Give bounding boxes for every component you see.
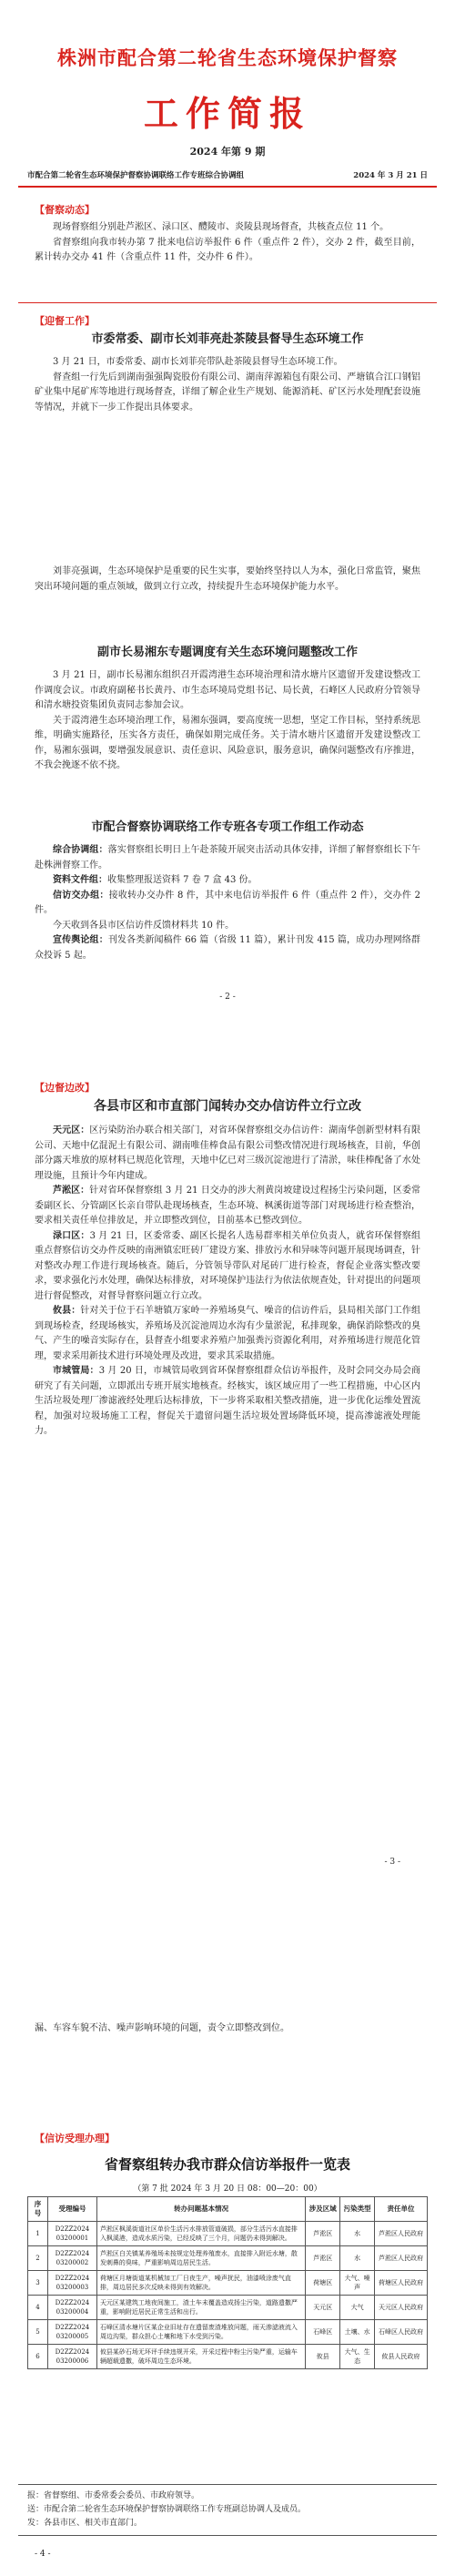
workgroup-item [35,843,420,873]
footer-divider-bottom [18,2535,437,2536]
issue-number: 2024 年第 9 期 [189,146,266,158]
paragraph: 3 月 21 日，市委常委、副市长刘菲亮带队赴茶陵县督导生态环境工作。 [53,357,343,367]
cell-type: 水 [340,2246,375,2271]
page-number: - 3 - [384,1858,400,1867]
section-heading-petitions: 【信访受理办理】 [35,2133,115,2144]
item-lead: 资料文件组： [53,875,107,885]
district-item [35,1304,420,1364]
table-row [28,2345,428,2369]
item-text: 今天收到各县市区信访件反馈材料共 10 件。 [53,920,235,931]
item-text: 落实督察组长明日上午赴茶陵开展突击活动具体安排，详细了解督察组长下午赴株洲督察工作。 [35,845,421,871]
cell-no: 4 [28,2296,48,2320]
table-row [28,2271,428,2296]
story1-conclusion [35,565,420,595]
border-title: 各县市区和市直部门闻转办交办信访件立行立改 [94,1099,361,1114]
story2-body [35,668,420,774]
distribution-list [27,2489,428,2530]
item-text: 区污染防治办联合相关部门，对省环保督察组交办信访件：湖南华创新型材料有限公司、天地中亿混泥土有限公司、湖南唯佳棒食品有限公司整改情况进行现场核查，目前，华创部分露天堆放的原材料已规范化管理，天地中亿已对三级沉淀池进行了清淤，味佳棒配备了水处理设施，且预计今年内建成。 [35,1125,421,1181]
item-lead: 天元区： [53,1125,90,1135]
item-text: 针对关于位于石羊塘镇万家岭一养殖场臭气、噪音的信访件后，县局相关部门工作组到现场检查，经现场核实，养殖场及沉淀池周边水沟有少量淤泥，私排现象，确保消除整改的臭气、产生的噪音实际存在，县督查小组要求养殖户加强粪污资源化利用，对养殖场进行规范化管理，要求采用新技术进行环境处理及改进，要求其采取措施。 [35,1306,421,1361]
cell-desc: 天元区某建筑工地夜间施工，渣土车未覆盖造成扬尘污染，道路遗撒严重，影响附近居民正常生活和出行。 [96,2296,305,2320]
paragraph: 刘菲亮强调，生态环境保护是重要的民生实事，要始终坚持以人为本，强化日常监管，聚焦突出环境问题的重点领域，做到立行立改，持续提升生态环境保护能力水平。 [35,566,420,592]
item-lead: 市城管局： [53,1366,99,1376]
paragraph: 现场督察组分别赴芦淞区、渌口区、醴陵市、炎陵县现场督查，共核查点位 11 个。 [53,222,389,232]
paragraph: 3 月 21 日，副市长易湘东组织召开霞湾港生态环境治理和清水塘片区遗留开发建设整改工作调度会议。市政府副秘书长黄丹、市生态环境局党组书记、局长黄，石峰区人民政府分管领导和清水塘投资集团负责同志参加会议。 [35,670,420,710]
item-text: 刊发各类新闻稿件 66 篇（省级 11 篇），累计刊发 415 篇，成功办理网络群众投诉 5 起。 [35,935,421,961]
story-title: 市配合督察协调联络工作专班各专项工作组工作动态 [91,820,364,834]
cell-unit: 天元区人民政府 [375,2296,428,2320]
issuer-line [27,169,428,180]
cell-unit: 攸县人民政府 [375,2345,428,2369]
cell-area: 荷塘区 [306,2271,340,2296]
cell-type: 水 [340,2222,375,2246]
district-item [35,1184,420,1229]
report-to: 报：省督察组、市委常委会委员、市政府领导。 [27,2491,200,2500]
workgroup-item [35,933,420,963]
item-lead: 宣传舆论组： [53,935,108,945]
paragraph: 省督察组向我市转办第 7 批来电信访举报件 6 件（重点件 2 件），交办 2 件，截至目前，累计转办交办 41 件（含重点件 11 件，交办件 6 件）。 [35,237,420,262]
footer-divider-top [18,2484,437,2485]
workgroup-item [35,873,420,889]
paragraph: 漏、车容车貌不洁、噪声影响环境的问题，责令立即整改到位。 [35,2023,289,2033]
cell-no: 1 [28,2222,48,2246]
cell-type: 大气、生态 [340,2345,375,2369]
table-row [28,2320,428,2345]
item-text: 针对省环保督察组 3 月 21 日交办的涉大剂黄岗坡建设过程扬尘污染问题，区委常委副区长、分管副区长亲自带队赴现场核查，生态环境、枫溪街道等部门对现场进行检查整治，要求相关责任单位排放足，并立即整改到位，目前基本已整改到位。 [35,1186,420,1226]
page-number: - 4 - [35,2550,51,2559]
border-tail [35,2021,420,2037]
workgroup-item [35,889,420,919]
dynamics-body [35,220,420,266]
item-text: 收集整理报送资料 7 卷 7 盒 43 份。 [107,875,258,885]
paragraph: 督查组一行先后到湖南强强陶瓷股份有限公司、湖南萍源箱包有限公司、严塘镇合江口钢铝矿业集中尾矿库等地进行现场督查，详细了解企业生产规划、能源消耗、矿区污水处理配套设施等情况，并就下一步工作提出具体要求。 [35,372,420,412]
cell-code: D2ZZ2024 03200006 [47,2345,96,2369]
distribute-to: 发：各县市区、相关市直部门。 [27,2519,143,2528]
border-body [35,1124,420,1440]
issue-date: 2024 年 3 月 21 日 [353,171,428,180]
page-number: - 2 - [219,993,236,1002]
cell-code: D2ZZ2024 03200005 [47,2320,96,2345]
cell-unit: 荷塘区人民政府 [375,2271,428,2296]
org-title: 株洲市配合第二轮省生态环境保护督察 [57,46,398,69]
cell-unit: 芦淞区人民政府 [375,2246,428,2271]
cell-desc: 攸县某砂石场无环评手续违规开采，开采过程中粉尘污染严重，运输车辆超载遗撒，破坏周边生态环境。 [96,2345,305,2369]
cell-desc: 芦淞区枫溪街道社区单价生活污水排放管道破损，部分生活污水直接排入枫溪港，造成水质污染，已经反映了三个月，问题仍未得到解决。 [96,2222,305,2246]
item-lead: 渌口区： [53,1230,90,1241]
cell-code: D2ZZ2024 03200002 [47,2246,96,2271]
item-lead: 攸县： [53,1306,81,1316]
cell-no: 6 [28,2345,48,2369]
item-lead: 芦淞区： [53,1186,90,1196]
cell-area: 天元区 [306,2296,340,2320]
cell-unit: 芦淞区人民政府 [375,2222,428,2246]
cell-no: 3 [28,2271,48,2296]
cell-code: D2ZZ2024 03200003 [47,2271,96,2296]
petition-table [27,2196,428,2369]
district-item [35,1124,420,1184]
issuer: 市配合第二轮省生态环境保护督察协调联络工作专班综合协调组 [27,171,245,180]
cell-no: 5 [28,2320,48,2345]
column-header: 受理编号 [47,2197,96,2222]
cell-unit: 石峰区人民政府 [375,2320,428,2345]
header-divider [18,186,437,188]
cell-no: 2 [28,2246,48,2271]
item-lead: 综合协调组： [53,845,108,855]
table-title: 省督察组转办我市群众信访举报件一览表 [104,2156,350,2173]
column-header: 序号 [28,2197,48,2222]
cell-desc: 石峰区清水塘片区某企业旧址存在遗留废渣堆放问题，雨天渗滤液流入周边沟渠，群众担心土壤和地下水受到污染。 [96,2320,305,2345]
table-batch-note: （第 7 批 2024 年 3 月 20 日 08：00—20：00） [133,2184,322,2194]
section-heading-dynamics: 【督察动态】 [35,204,95,216]
cell-area: 攸县 [306,2345,340,2369]
district-item [35,1364,420,1440]
cell-type: 大气 [340,2296,375,2320]
cell-desc: 荷塘区月塘街道某机械加工厂日夜生产，噪声扰民，油漆喷涂废气直排，周边居民多次反映未得到有效解决。 [96,2271,305,2296]
copy-to: 送：市配合第二轮省生态环境保护督察协调联络工作专班副总协调人及成员。 [27,2505,307,2514]
column-header: 涉及区域 [306,2197,340,2222]
table-header-row [28,2197,428,2222]
table-row [28,2246,428,2271]
cell-code: D2ZZ2024 03200004 [47,2296,96,2320]
cell-type: 大气、噪声 [340,2271,375,2296]
cell-code: D2ZZ2024 03200001 [47,2222,96,2246]
cell-area: 石峰区 [306,2320,340,2345]
item-text: 接收转办交办件 8 件，其中来电信访举报件 6 件（重点件 2 件），交办件 2 件。 [35,890,421,915]
section-heading-border: 【边督边改】 [35,1082,95,1094]
item-text: 3 月 21 日，区委常委、副区长提名人选易群率相关单位负责人，就省环保督察组重点督察信访交办件反映的南洲镇宏旺砖厂建设方案、排放污水和异味等问题开展现场调查，针对整改办理工作进行现场核查。随后，分管领导带队对尾砖厂进行检查，督促企业落实整改要求，要求强化污水处理，确保达标排放，对环境保护违法行为依法依规查处，针对提出的问题项进行督促整改，对督导督察问题立行立改。 [35,1230,421,1301]
doc-title: 工作简报 [143,93,311,134]
item-text: 3 月 20 日，市城管局收到省环保督察组群众信访举报件，及时会同交办局会商研究了有关问题，立即派出专班开展实地核查。经核实，该区域应用了一些工程措施，中心区内生活垃圾处理厂渗滤液经处理后达标排放，下一步将采取相关整改措施，进一步优化运维处置流程，加强对垃圾场施工工程，督促关于遗留问题生活垃圾处置场降低环境，提高渗滤液处理能力。 [35,1366,421,1436]
paragraph: 关于霞湾港生态环境治理工作，易湘东强调，要高度统一思想，坚定工作目标，坚持系统思维，明确实施路径，压实各方责任，确保如期完成任务。关于清水塘片区遗留开发建设整改工作，易湘东强调，要增强发展意识、责任意识、风险意识，服务意识，确保问题整改有序推进，不我会挽逐不依不挠。 [35,715,420,770]
story3-body [35,843,420,963]
cell-type: 土壤、水 [340,2320,375,2345]
workgroup-item [35,919,420,934]
column-header: 转办问题基本情况 [96,2197,305,2222]
story1-body [35,355,420,415]
cell-area: 芦淞区 [306,2222,340,2246]
table-row [28,2296,428,2320]
item-lead: 信访交办组： [53,890,109,901]
table-row [28,2222,428,2246]
column-header: 责任单位 [375,2197,428,2222]
story-title: 市委常委、副市长刘菲亮赴茶陵县督导生态环境工作 [91,332,364,346]
column-header: 污染类型 [340,2197,375,2222]
section-heading-escort: 【迎督工作】 [35,315,95,327]
cell-desc: 芦淞区白关镇某养殖场未按规定处理养殖废水，直接排入附近水塘，散发刺鼻的臭味，严重影响周边居民生活。 [96,2246,305,2271]
section-divider [18,302,437,303]
cell-area: 芦淞区 [306,2246,340,2271]
story-title: 副市长易湘东专题调度有关生态环境问题整改工作 [96,646,358,659]
district-item [35,1229,420,1305]
